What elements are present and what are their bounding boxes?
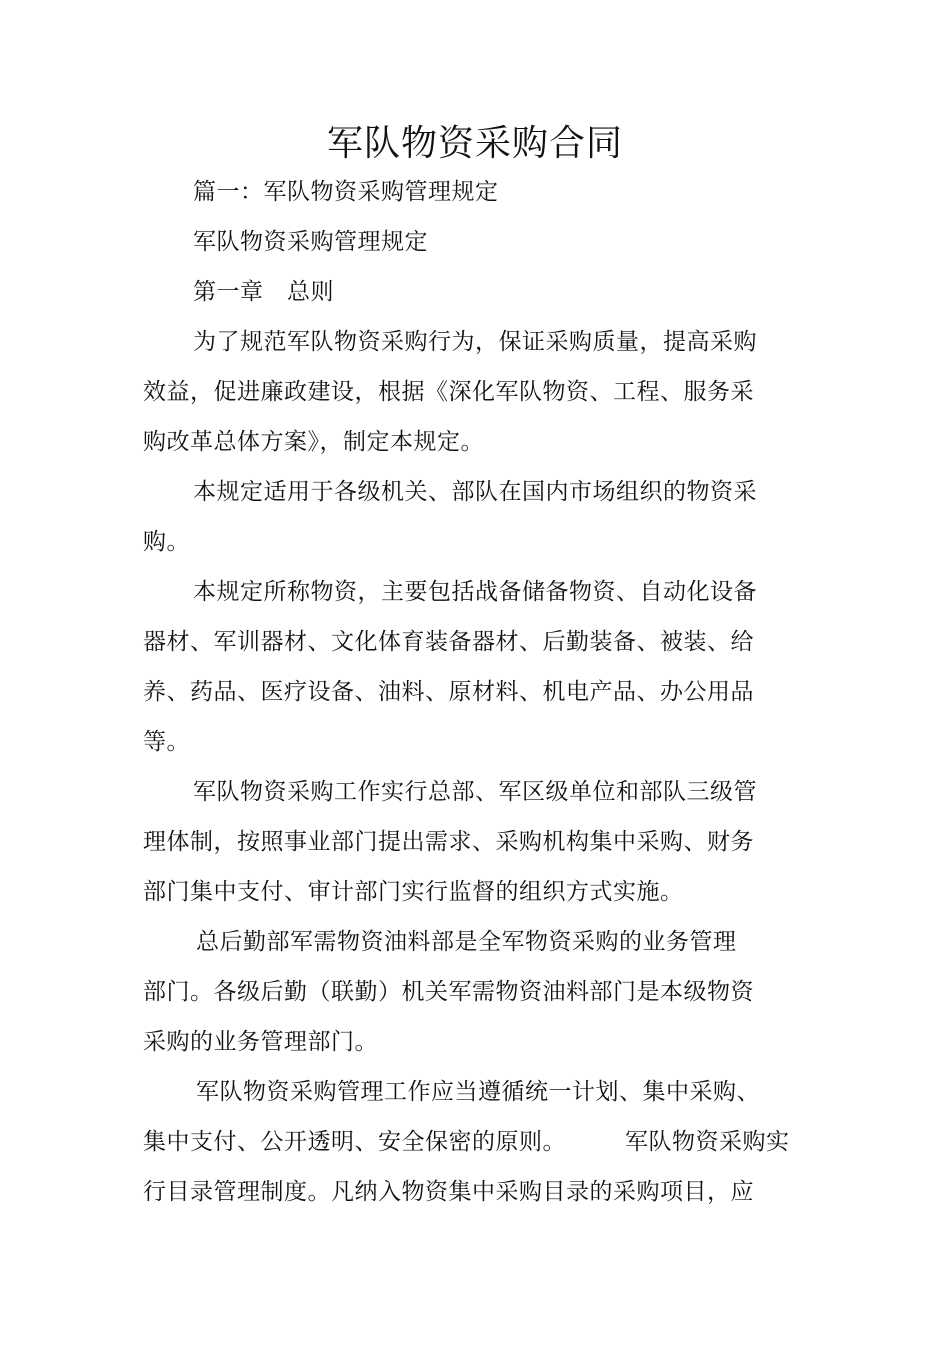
chapter-heading: 第一章 总则 xyxy=(193,279,334,305)
paragraph-line: 采购的业务管理部门。 xyxy=(143,1029,378,1055)
paragraph-line: 本规定适用于各级机关、部队在国内市场组织的物资采 xyxy=(193,479,757,505)
paragraph-line: 器材、军训器材、文化体育装备器材、后勤装备、被装、给 xyxy=(143,629,754,655)
document-title: 军队物资采购合同 xyxy=(326,123,623,164)
paragraph-line: 养、药品、医疗设备、油料、原材料、机电产品、办公用品 xyxy=(143,679,754,705)
paragraph-line: 效益，促进廉政建设，根据《深化军队物资、工程、服务采 xyxy=(143,379,754,405)
paragraph-line: 集中支付、公开透明、安全保密的原则。 军队物资采购实 xyxy=(143,1129,790,1155)
paragraph-line: 购。 xyxy=(143,529,190,555)
paragraph-line: 总后勤部军需物资油料部是全军物资采购的业务管理 xyxy=(196,929,737,955)
paragraph-line: 部门。各级后勤（联勤）机关军需物资油料部门是本级物资 xyxy=(143,979,754,1005)
paragraph-line: 等。 xyxy=(143,729,190,755)
paragraph-line: 为了规范军队物资采购行为，保证采购质量，提高采购 xyxy=(193,329,757,355)
paragraph-line: 行目录管理制度。凡纳入物资集中采购目录的采购项目，应 xyxy=(143,1179,754,1205)
paragraph-line: 本规定所称物资，主要包括战备储备物资、自动化设备 xyxy=(193,579,757,605)
paragraph-line: 购改革总体方案》，制定本规定。 xyxy=(143,429,484,455)
section-heading: 篇一：军队物资采购管理规定 xyxy=(193,179,499,205)
paragraph-line: 军队物资采购管理工作应当遵循统一计划、集中采购、 xyxy=(196,1079,760,1105)
paragraph-line: 军队物资采购工作实行总部、军区级单位和部队三级管 xyxy=(193,779,757,805)
paragraph-line: 部门集中支付、审计部门实行监督的组织方式实施。 xyxy=(143,879,684,905)
paragraph-line: 理体制，按照事业部门提出需求、采购机构集中采购、财务 xyxy=(143,829,754,855)
regulation-title: 军队物资采购管理规定 xyxy=(193,229,428,255)
